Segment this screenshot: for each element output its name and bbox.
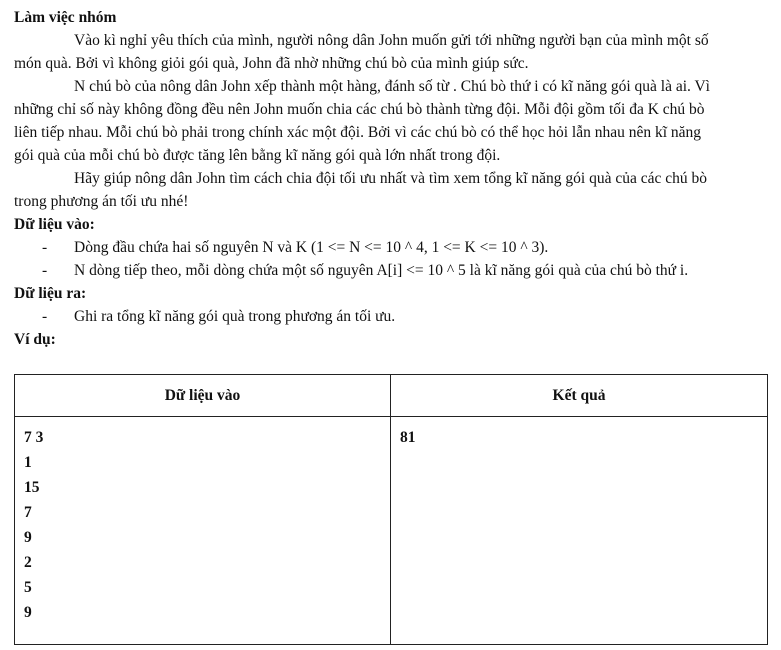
input-item (14, 236, 766, 259)
paragraph-task (14, 167, 766, 213)
input-line: 2 (24, 554, 32, 571)
output-line: 81 (400, 429, 416, 446)
paragraph-line: trong phương án tối ưu nhé! (14, 193, 189, 210)
bullet-dash: - (42, 239, 48, 256)
input-item-text: Dòng đầu chứa hai số nguyên N và K (1 <= N <= 10 ^ 4, 1 <= K <= 10 ^ 3). (74, 239, 549, 256)
paragraph-line: những chỉ số này không đồng đều nên John muốn chia các chú bò thành từng đội. Mỗi đội gồm tối đa K chú bò (14, 101, 705, 118)
paragraph-line: N chú bò của nông dân John xếp thành một hàng, đánh số từ . Chú bò thứ i có kĩ năng gói quà là ai. Vì (74, 78, 710, 95)
input-line: 7 3 (24, 429, 44, 446)
output-item (14, 305, 766, 328)
problem-title: Làm việc nhóm (14, 9, 117, 26)
problem-statement (14, 6, 766, 351)
input-line: 9 (24, 604, 32, 621)
output-heading: Dữ liệu ra: (14, 285, 87, 302)
input-heading: Dữ liệu vào: (14, 216, 95, 233)
paragraph-intro (14, 29, 766, 75)
input-column-header: Dữ liệu vào (15, 375, 391, 417)
input-line: 1 (24, 454, 32, 471)
example-heading: Ví dụ: (14, 331, 56, 348)
output-item-text: Ghi ra tổng kĩ năng gói quà trong phương án tối ưu. (74, 308, 396, 325)
input-item-text: N dòng tiếp theo, mỗi dòng chứa một số nguyên A[i] <= 10 ^ 5 là kĩ năng gói quà của chú bò thứ i. (74, 262, 689, 279)
example-input-cell (15, 417, 391, 645)
paragraph-line: món quà. Bởi vì không giỏi gói quà, John đã nhờ những chú bò của mình giúp sức. (14, 55, 529, 72)
input-line: 7 (24, 504, 32, 521)
input-line: 9 (24, 529, 32, 546)
output-column-header: Kết quả (391, 375, 768, 417)
example-header-row (15, 375, 768, 417)
paragraph-description (14, 75, 766, 167)
input-line: 15 (24, 479, 40, 496)
paragraph-line: Vào kì nghỉ yêu thích của mình, người nông dân John muốn gửi tới những người bạn của mình một số (74, 32, 709, 49)
input-item (14, 259, 766, 282)
bullet-dash: - (42, 308, 48, 325)
paragraph-line: liên tiếp nhau. Mỗi chú bò phải trong chính xác một đội. Bởi vì các chú bò có thể học hỏi lẫn nhau nên kĩ năng (14, 124, 702, 141)
paragraph-line: gói quà của mỗi chú bò được tăng lên bằng kĩ năng gói quà lớn nhất trong đội. (14, 147, 501, 164)
paragraph-line: Hãy giúp nông dân John tìm cách chia đội tối ưu nhất và tìm xem tổng kĩ năng gói quà của các chú bò (74, 170, 707, 187)
example-table (14, 374, 768, 645)
input-line: 5 (24, 579, 32, 596)
example-data-row (15, 417, 768, 645)
bullet-dash: - (42, 262, 48, 279)
example-output-cell (391, 417, 768, 645)
